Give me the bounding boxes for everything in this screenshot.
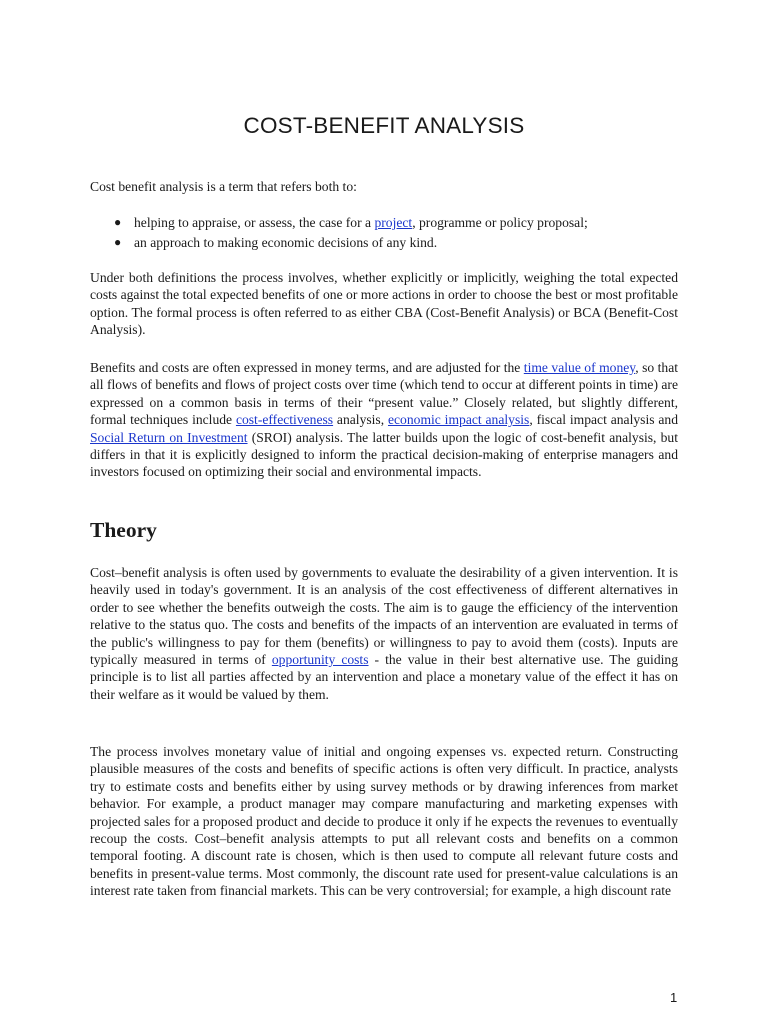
- intro-paragraph: [90, 178, 678, 195]
- link-time-value-of-money[interactable]: time value of money: [523, 360, 636, 375]
- link-project[interactable]: project: [374, 215, 413, 230]
- bullet-icon: ●: [114, 234, 122, 249]
- benefits-paragraph: [90, 359, 678, 481]
- page-title: COST-BENEFIT ANALYSIS: [243, 113, 525, 138]
- page-number: 1: [670, 990, 678, 1005]
- definition-paragraph: [90, 269, 678, 339]
- bullet-list: [90, 213, 678, 252]
- paragraph-text: Benefits and costs are often expressed in money terms, and are adjusted for the time value of money, so that all flows of benefits and flows of project costs over time (which tend to occur at different points in time) are expressed on a common basis in terms of their “present value.” Closely related, but slightly different, formal techniques include cost-effectiveness analysis, economic impact analysis, fiscal impact analysis and Social Return on Investment (SROI) analysis. The latter builds upon the logic of cost-benefit analysis, but differs in that it is explicitly designed to inform the practical decision-making of enterprise managers and investors focused on optimizing their social and environmental impacts.: [90, 360, 679, 480]
- link-economic-impact-analysis[interactable]: economic impact analysis: [387, 412, 530, 428]
- list-item: ● helping to appraise, or assess, the case for a project, programme or policy proposal;: [90, 213, 678, 233]
- intro-text: Cost benefit analysis is a term that refers both to:: [90, 179, 357, 194]
- bullet-icon: ●: [114, 215, 122, 229]
- link-opportunity-costs[interactable]: opportunity costs: [271, 652, 369, 668]
- section-heading-theory: Theory: [90, 518, 157, 542]
- paragraph-text: Under both definitions the process involves, whether explicitly or implicitly, weighing the total expected costs against the total expected benefits of one or more actions in order to choose the best or most profitable option. The formal process is often referred to as either CBA (Cost-Benefit Analysis) or BCA (Benefit-Cost Analysis).: [90, 270, 678, 338]
- theory-paragraph-2: [90, 743, 678, 900]
- theory-paragraph-1: [90, 564, 678, 703]
- paragraph-text: The process involves monetary value of initial and ongoing expenses vs. expected return. Constructing plausible measures of the costs and benefits of specific actions is often very difficult. In practice, analysts try to estimate costs and benefits either by using survey methods or by drawing inferences from market behavior. For example, a product manager may compare manufacturing and marketing expenses with projected sales for a proposed product and decide to produce it only if he expects the revenues to eventually recoup the costs. Cost–benefit analysis attempts to put all relevant costs and benefits on a common temporal footing. A discount rate is chosen, which is then used to compute all relevant future costs and benefits in present-value terms. Most commonly, the discount rate used for present-value calculations is an interest rate taken from financial markets. This can be very controversial; for example, a high discount rate: [90, 744, 678, 899]
- link-cost-effectiveness[interactable]: cost-effectiveness: [235, 412, 334, 428]
- paragraph-text: Cost–benefit analysis is often used by governments to evaluate the desirability of a given intervention. It is heavily used in today's government. It is an analysis of the cost effectiveness of different alternatives in order to see whether the benefits outweigh the costs. The aim is to gauge the efficiency of the intervention relative to the status quo. The costs and benefits of the impacts of an intervention are evaluated in terms of the public's willingness to pay for them (benefits) or willingness to pay to avoid them (costs). Inputs are typically measured in terms of opportunity costs - the value in their best alternative use. The guiding principle is to list all parties affected by an intervention and place a monetary value of the effect it has on their welfare as it would be valued by them.: [90, 565, 678, 702]
- list-item: ● an approach to making economic decisions of any kind.: [90, 233, 678, 253]
- link-social-return-on-investment[interactable]: Social Return on Investment: [90, 429, 248, 445]
